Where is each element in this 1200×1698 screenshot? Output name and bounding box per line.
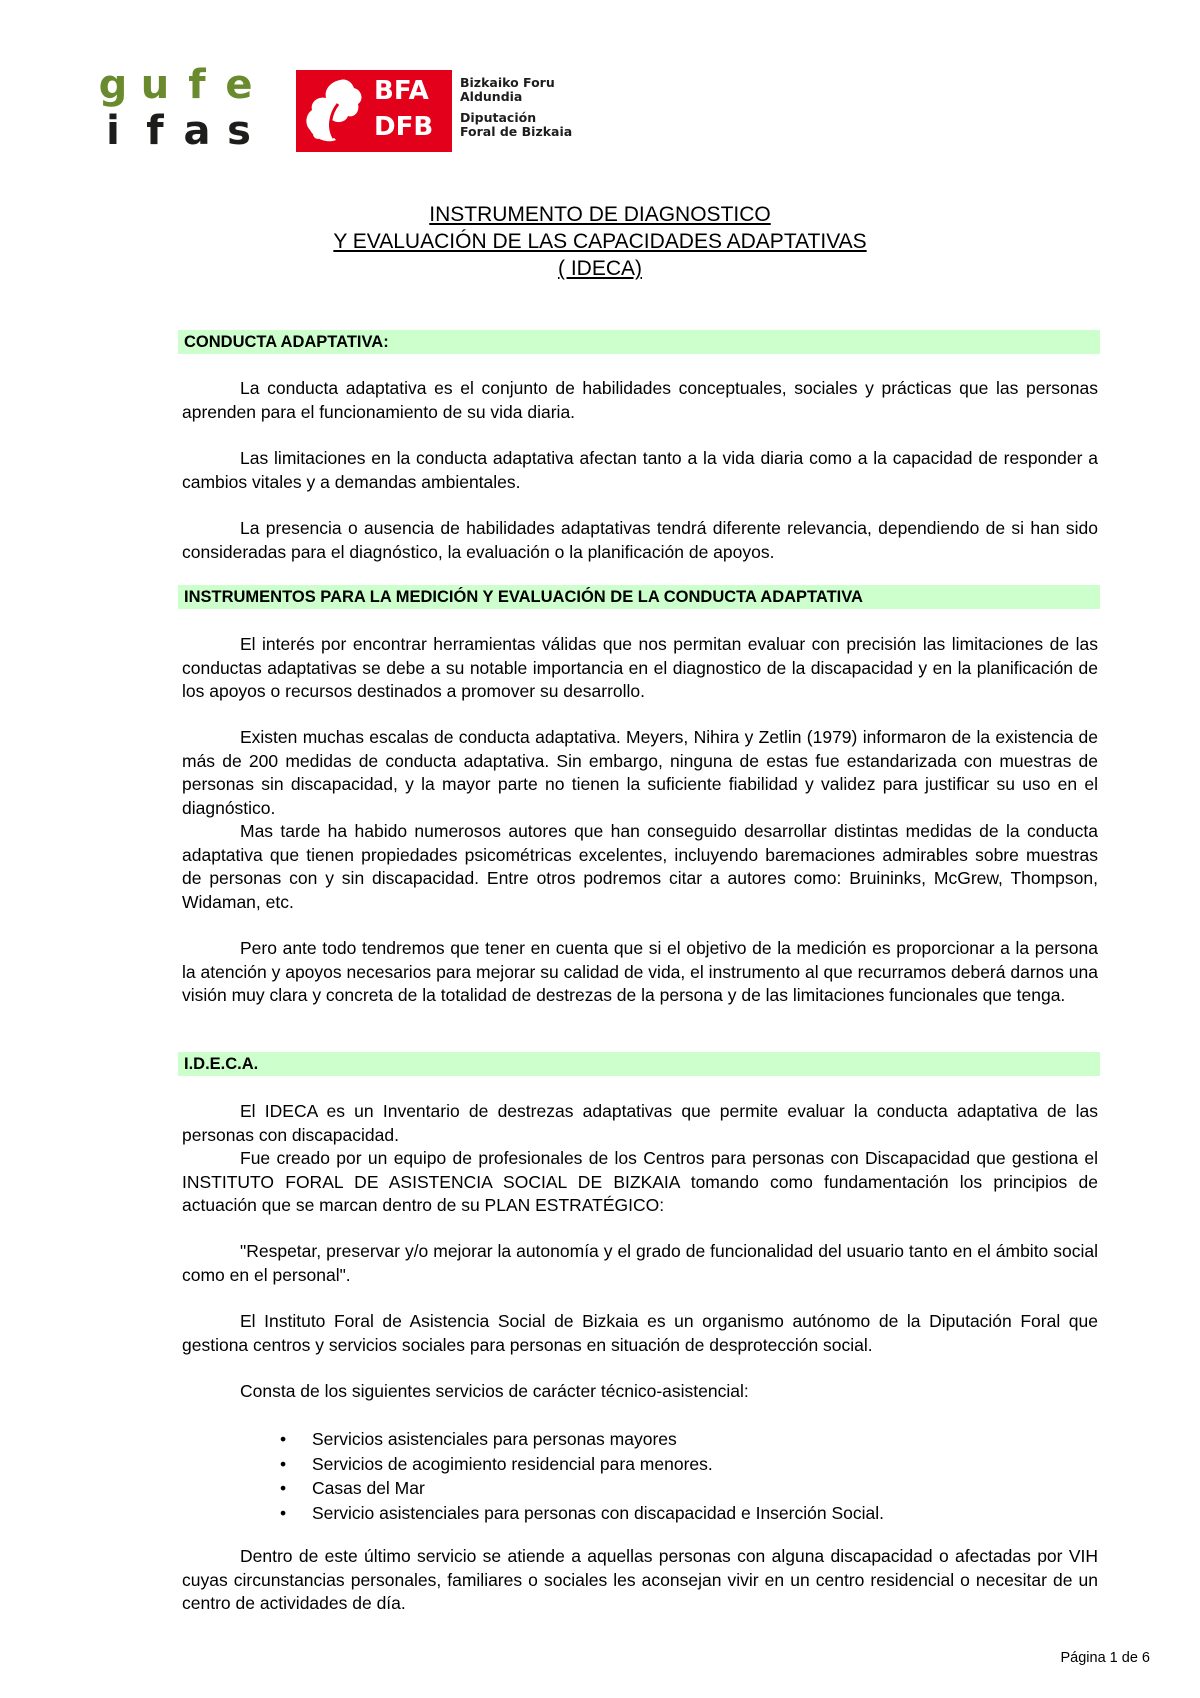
paragraph: Pero ante todo tendremos que tener en cuenta que si el objetivo de la medición es proporcionar a la persona la atención y apoyos necesarios para mejorar su calidad de vida, el instrumento al que recurramos deberá darnos una visión muy clara y concreta de la totalidad de destrezas de la persona y de las limitaciones funcionales que tenga. bbox=[182, 938, 1098, 1005]
paragraph: El Instituto Foral de Asistencia Social de Bizkaia es un organismo autónomo de la Diputación Foral que gestiona centros y servicios sociales para personas en situación de desprotección social. bbox=[182, 1311, 1098, 1355]
logo-letter: g bbox=[98, 62, 128, 108]
document-title-line-3: ( IDECA) bbox=[558, 257, 642, 280]
wordmark-line: Bizkaiko Foru bbox=[460, 75, 555, 90]
logo-letter: a bbox=[183, 108, 211, 154]
list-item bbox=[182, 1476, 1098, 1501]
section-heading-instrumentos: INSTRUMENTOS PARA LA MEDICIÓN Y EVALUACIÓN DE LA CONDUCTA ADAPTATIVA bbox=[178, 585, 1100, 609]
wordmark-line: Diputación bbox=[460, 110, 537, 125]
bfa-dfb-logo bbox=[296, 70, 452, 152]
bullet-icon: • bbox=[280, 1429, 287, 1449]
list-item-text: Casas del Mar bbox=[312, 1478, 425, 1498]
paragraph: Dentro de este último servicio se atiende a aquellas personas con alguna discapacidad o afectadas por VIH cuyas circunstancias personales, familiares o sociales les aconsejan vivir en un centro residencial o necesitar de un centro de actividades de día. bbox=[182, 1546, 1098, 1613]
paragraph: Mas tarde ha habido numerosos autores que han conseguido desarrollar distintas medidas de la conducta adaptativa que tienen propiedades psicométricas excelentes, incluyendo baremaciones admirables sobre muestras de personas con y sin discapacidad. Entre otros podremos citar a autores como: Bruininks, McGrew, Thompson, Widaman, etc. bbox=[182, 821, 1098, 912]
list-item bbox=[182, 1501, 1098, 1526]
bullet-icon: • bbox=[280, 1453, 287, 1474]
paragraph: Las limitaciones en la conducta adaptativa afectan tanto a la vida diaria como a la capacidad de responder a cambios vitales y a demandas ambientales. bbox=[182, 448, 1098, 492]
logo-letter: f bbox=[188, 62, 206, 108]
paragraph: Existen muchas escalas de conducta adaptativa. Meyers, Nihira y Zetlin (1979) informaron de la existencia de más de 200 medidas de conducta adaptativa. Sin embargo, ninguna de estas fue estandarizada con muestras de personas sin discapacidad, y la mayor parte no tienen la suficiente fiabilidad y validez para justificar su uso en el diagnóstico. bbox=[182, 727, 1098, 818]
paragraph: El IDECA es un Inventario de destrezas adaptativas que permite evaluar la conducta adaptativa de las personas con discapacidad. bbox=[182, 1101, 1098, 1145]
list-item bbox=[182, 1452, 1098, 1477]
paragraph: Consta de los siguientes servicios de carácter técnico-asistencial: bbox=[240, 1381, 749, 1401]
paragraph: El interés por encontrar herramientas válidas que nos permitan evaluar con precisión las limitaciones de las conductas adaptativas se debe a su notable importancia en el diagnostico de la discapacidad y en la planificación de los apoyos o recursos destinados a promover su desarrollo. bbox=[182, 634, 1098, 701]
gufe-ifas-logo bbox=[92, 62, 272, 157]
paragraph: Fue creado por un equipo de profesionales de los Centros para personas con Discapacidad que gestiona el INSTITUTO FORAL DE ASISTENCIA SOCIAL DE BIZKAIA tomando como fundamentación los principios de actuación que se marcan dentro de su PLAN ESTRATÉGICO: bbox=[182, 1148, 1098, 1215]
logo-letter: e bbox=[225, 62, 253, 108]
page-number: Página 1 de 6 bbox=[1060, 1650, 1150, 1666]
logo-letter: u bbox=[140, 62, 170, 108]
dfb-text: DFB bbox=[374, 112, 434, 142]
oak-leaf-icon bbox=[300, 74, 366, 148]
document-title-line-1: INSTRUMENTO DE DIAGNOSTICO bbox=[429, 203, 771, 226]
wordmark-line: Foral de Bizkaia bbox=[460, 124, 573, 139]
bullet-icon: • bbox=[280, 1478, 287, 1498]
wordmark-line: Aldundia bbox=[460, 89, 523, 104]
list-item-text: Servicio asistenciales para personas con discapacidad e Inserción Social. bbox=[312, 1502, 884, 1523]
section-heading-ideca: I.D.E.C.A. bbox=[178, 1052, 1100, 1076]
logo-letter: i bbox=[106, 108, 120, 154]
bullet-icon: • bbox=[280, 1502, 287, 1523]
services-list bbox=[182, 1427, 1098, 1525]
paragraph: La presencia o ausencia de habilidades adaptativas tendrá diferente relevancia, dependiendo de si han sido consideradas para el diagnóstico, la evaluación o la planificación de apoyos. bbox=[182, 518, 1098, 562]
list-item-text: Servicios asistenciales para personas mayores bbox=[312, 1429, 677, 1449]
paragraph: "Respetar, preservar y/o mejorar la autonomía y el grado de funcionalidad del usuario tanto en el ámbito social como en el personal". bbox=[182, 1241, 1098, 1285]
bizkaia-wordmark bbox=[460, 76, 600, 139]
logo-letter: f bbox=[146, 108, 164, 154]
list-item bbox=[182, 1427, 1098, 1452]
logo-letter: s bbox=[227, 108, 251, 154]
paragraph: La conducta adaptativa es el conjunto de habilidades conceptuales, sociales y prácticas que las personas aprenden para el funcionamiento de su vida diaria. bbox=[182, 378, 1098, 422]
section-heading-conducta: CONDUCTA ADAPTATIVA: bbox=[178, 330, 1100, 354]
bfa-text: BFA bbox=[374, 76, 429, 106]
list-item-text: Servicios de acogimiento residencial para menores. bbox=[312, 1453, 713, 1474]
document-title-line-2: Y EVALUACIÓN DE LAS CAPACIDADES ADAPTATIVAS bbox=[333, 230, 867, 253]
